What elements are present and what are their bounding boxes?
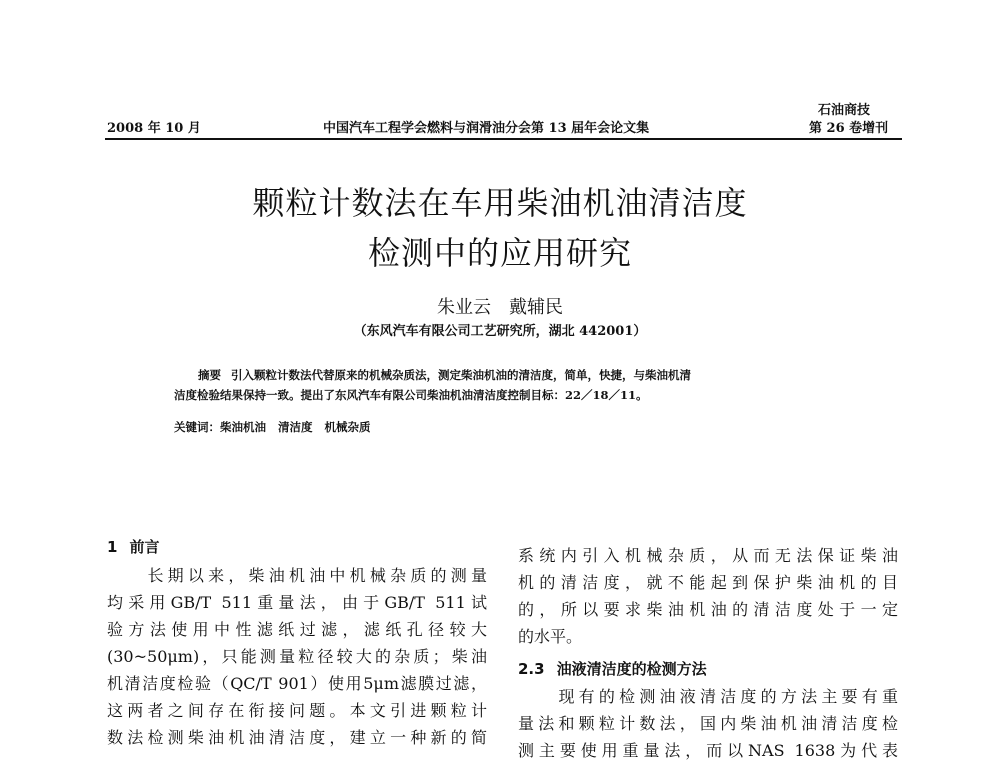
keywords <box>174 418 371 436</box>
text-line: 的水平。 <box>518 627 583 646</box>
text-line: (30~50μm)，只能测量粒径较大的杂质；柴油 <box>107 647 487 666</box>
header-journal-name: 石油商技 <box>818 103 871 118</box>
section-heading-detection-method <box>518 659 707 679</box>
text-line: 系统内引入机械杂质，从而无法保证柴油 <box>518 546 898 565</box>
affiliation: （东风汽车有限公司工艺研究所，湖北 442001） <box>353 324 647 339</box>
author-1: 朱业云 <box>437 297 491 318</box>
text-line: 长期以来，柴油机油中机械杂质的测量 <box>107 566 487 585</box>
text-line: 验方法使用中性滤纸过滤，滤纸孔径较大 <box>107 620 487 639</box>
continuation-paragraph <box>518 542 898 650</box>
header-rule <box>105 138 902 140</box>
text-line: 的，所以要求柴油机油的清洁度处于一定 <box>518 600 898 619</box>
section-number: 1 <box>107 538 118 556</box>
keyword: 机械杂质 <box>324 420 371 434</box>
detection-method-paragraph <box>518 683 898 764</box>
author-2: 戴辅民 <box>509 297 563 318</box>
header-date: 2008 年 10 月 <box>107 121 201 136</box>
text-line: 数法检测柴油机油清洁度，建立一种新的简 <box>107 728 487 747</box>
keywords-label: 关键词： <box>174 420 220 434</box>
header-proceedings-title: 中国汽车工程学会燃料与润滑油分会第 13 届年会论文集 <box>323 121 650 136</box>
paper-title-line-1: 颗粒计数法在车用柴油机油清洁度 <box>252 184 748 222</box>
paper-title-line-2: 检测中的应用研究 <box>367 234 632 272</box>
text-line: 机的清洁度，就不能起到保护柴油机的目 <box>518 573 898 592</box>
text-line: 量法和颗粒计数法，国内柴油机油清洁度检 <box>518 714 898 733</box>
intro-paragraph <box>107 562 487 751</box>
section-heading-intro <box>107 537 159 557</box>
text-line: 均采用GB/T 511重量法，由于GB/T 511试 <box>107 593 487 612</box>
header-volume: 第 26 卷增刊 <box>809 121 889 136</box>
keyword: 柴油机油 <box>220 420 266 434</box>
text-line: 机清洁度检验（QC/T 901）使用5μm滤膜过滤， <box>107 674 487 693</box>
section-title: 前言 <box>129 538 160 556</box>
text-line: 测主要使用重量法，而以NAS 1638为代表 <box>518 741 898 760</box>
abstract-line-1 <box>198 366 691 384</box>
keyword: 清洁度 <box>278 420 313 434</box>
abstract-label: 摘要 <box>198 368 221 382</box>
text-line: 现有的检测油液清洁度的方法主要有重 <box>518 687 898 706</box>
section-title: 油液清洁度的检测方法 <box>556 660 707 678</box>
section-number: 2.3 <box>518 660 545 678</box>
text-line: 这两者之间存在衔接问题。本文引进颗粒计 <box>107 701 487 720</box>
authors <box>0 297 1000 319</box>
abstract-line-2: 洁度检验结果保持一致。提出了东风汽车有限公司柴油机油清洁度控制目标：22／18／11。 <box>174 388 648 402</box>
abstract-text-1: 引入颗粒计数法代替原来的机械杂质法，测定柴油机油的清洁度，简单，快捷，与柴油机清 <box>231 368 691 382</box>
